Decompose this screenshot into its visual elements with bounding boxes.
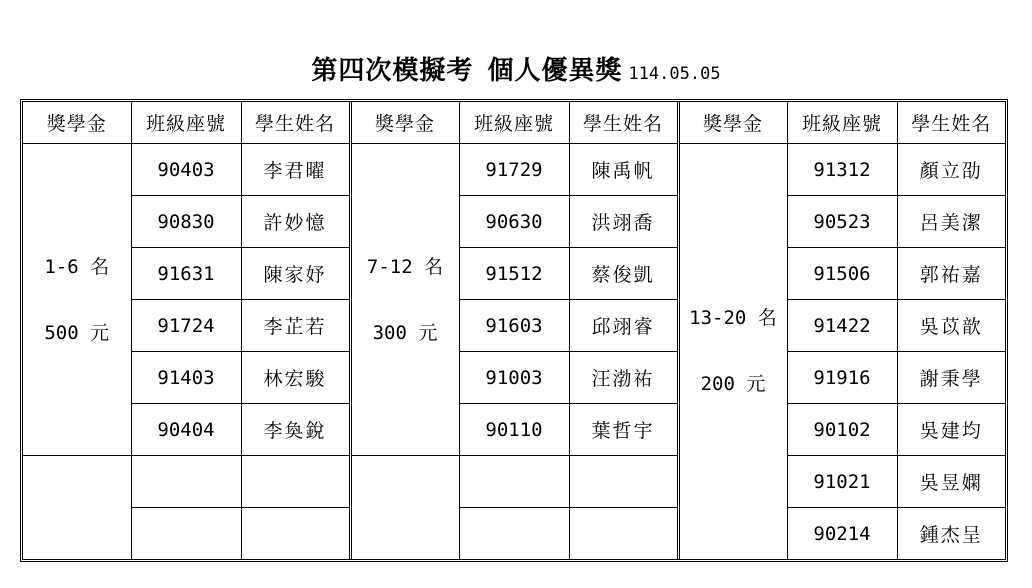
header-student-name: 學生姓名 [897, 102, 1005, 144]
student-name-cell: 汪渤祐 [569, 352, 678, 404]
class-seat-cell: 90403 [131, 144, 241, 196]
table-row [23, 300, 1005, 352]
class-seat-cell [459, 456, 569, 508]
student-name-cell: 許妙憶 [241, 196, 350, 248]
header-class-seat: 班級座號 [459, 102, 569, 144]
header-scholarship: 獎學金 [678, 102, 787, 144]
student-name-cell: 謝秉學 [897, 352, 1005, 404]
class-seat-cell: 90110 [459, 404, 569, 456]
student-name-cell: 陳家妤 [241, 248, 350, 300]
exam-date: 114.05.05 [628, 64, 721, 84]
student-name-cell: 陳禹帆 [569, 144, 678, 196]
class-seat-cell: 91003 [459, 352, 569, 404]
class-seat-cell: 91422 [787, 300, 897, 352]
class-seat-cell: 90630 [459, 196, 569, 248]
student-name-cell: 鍾杰呈 [897, 508, 1005, 560]
class-seat-cell: 91916 [787, 352, 897, 404]
prize-cell-group-1 [23, 144, 131, 456]
class-seat-cell: 91724 [131, 300, 241, 352]
class-seat-cell: 91021 [787, 456, 897, 508]
prize-rank: 13-20 名 [689, 307, 777, 330]
table-row [23, 508, 1005, 560]
class-seat-cell [459, 508, 569, 560]
student-name-cell: 葉哲宇 [569, 404, 678, 456]
table-row [23, 248, 1005, 300]
header-student-name: 學生姓名 [241, 102, 350, 144]
award-table-frame [20, 99, 1008, 562]
student-name-cell: 洪翊喬 [569, 196, 678, 248]
table-row [23, 196, 1005, 248]
prize-rank: 7-12 名 [366, 255, 444, 278]
student-name-cell: 吳昱嫻 [897, 456, 1005, 508]
student-name-cell: 李芷若 [241, 300, 350, 352]
header-scholarship: 獎學金 [23, 102, 131, 144]
class-seat-cell: 91403 [131, 352, 241, 404]
class-seat-cell: 90214 [787, 508, 897, 560]
student-name-cell: 蔡俊凱 [569, 248, 678, 300]
student-name-cell [241, 508, 350, 560]
prize-amount: 500 元 [44, 321, 110, 344]
table-row [23, 352, 1005, 404]
header-row [23, 102, 1005, 144]
class-seat-cell: 91512 [459, 248, 569, 300]
student-name-cell: 林宏駿 [241, 352, 350, 404]
page-title [0, 50, 1032, 87]
award-table [23, 102, 1005, 560]
class-seat-cell: 90523 [787, 196, 897, 248]
header-class-seat: 班級座號 [131, 102, 241, 144]
prize-amount: 300 元 [372, 321, 438, 344]
class-seat-cell: 90102 [787, 404, 897, 456]
award-title: 個人優異獎 [487, 56, 623, 86]
class-seat-cell [131, 456, 241, 508]
empty-prize-cell [23, 456, 131, 560]
class-seat-cell [131, 508, 241, 560]
student-name-cell [569, 508, 678, 560]
prize-rank: 1-6 名 [44, 255, 110, 278]
student-name-cell: 李君曜 [241, 144, 350, 196]
header-student-name: 學生姓名 [569, 102, 678, 144]
student-name-cell [569, 456, 678, 508]
student-name-cell: 呂美潔 [897, 196, 1005, 248]
student-name-cell: 郭祐嘉 [897, 248, 1005, 300]
table-row [23, 144, 1005, 196]
prize-amount: 200 元 [700, 373, 766, 396]
student-name-cell: 李奐銳 [241, 404, 350, 456]
class-seat-cell: 91312 [787, 144, 897, 196]
class-seat-cell: 91729 [459, 144, 569, 196]
table-row [23, 404, 1005, 456]
student-name-cell: 吳建均 [897, 404, 1005, 456]
class-seat-cell: 91631 [131, 248, 241, 300]
class-seat-cell: 90830 [131, 196, 241, 248]
prize-cell-group-3 [678, 144, 787, 560]
student-name-cell: 邱翊睿 [569, 300, 678, 352]
header-scholarship: 獎學金 [350, 102, 459, 144]
header-class-seat: 班級座號 [787, 102, 897, 144]
prize-cell-group-2 [350, 144, 459, 456]
student-name-cell [241, 456, 350, 508]
student-name-cell: 顏立劭 [897, 144, 1005, 196]
class-seat-cell: 90404 [131, 404, 241, 456]
empty-prize-cell [350, 456, 459, 560]
exam-title: 第四次模擬考 [311, 56, 474, 86]
student-name-cell: 吳苡歆 [897, 300, 1005, 352]
class-seat-cell: 91603 [459, 300, 569, 352]
table-row [23, 456, 1005, 508]
class-seat-cell: 91506 [787, 248, 897, 300]
